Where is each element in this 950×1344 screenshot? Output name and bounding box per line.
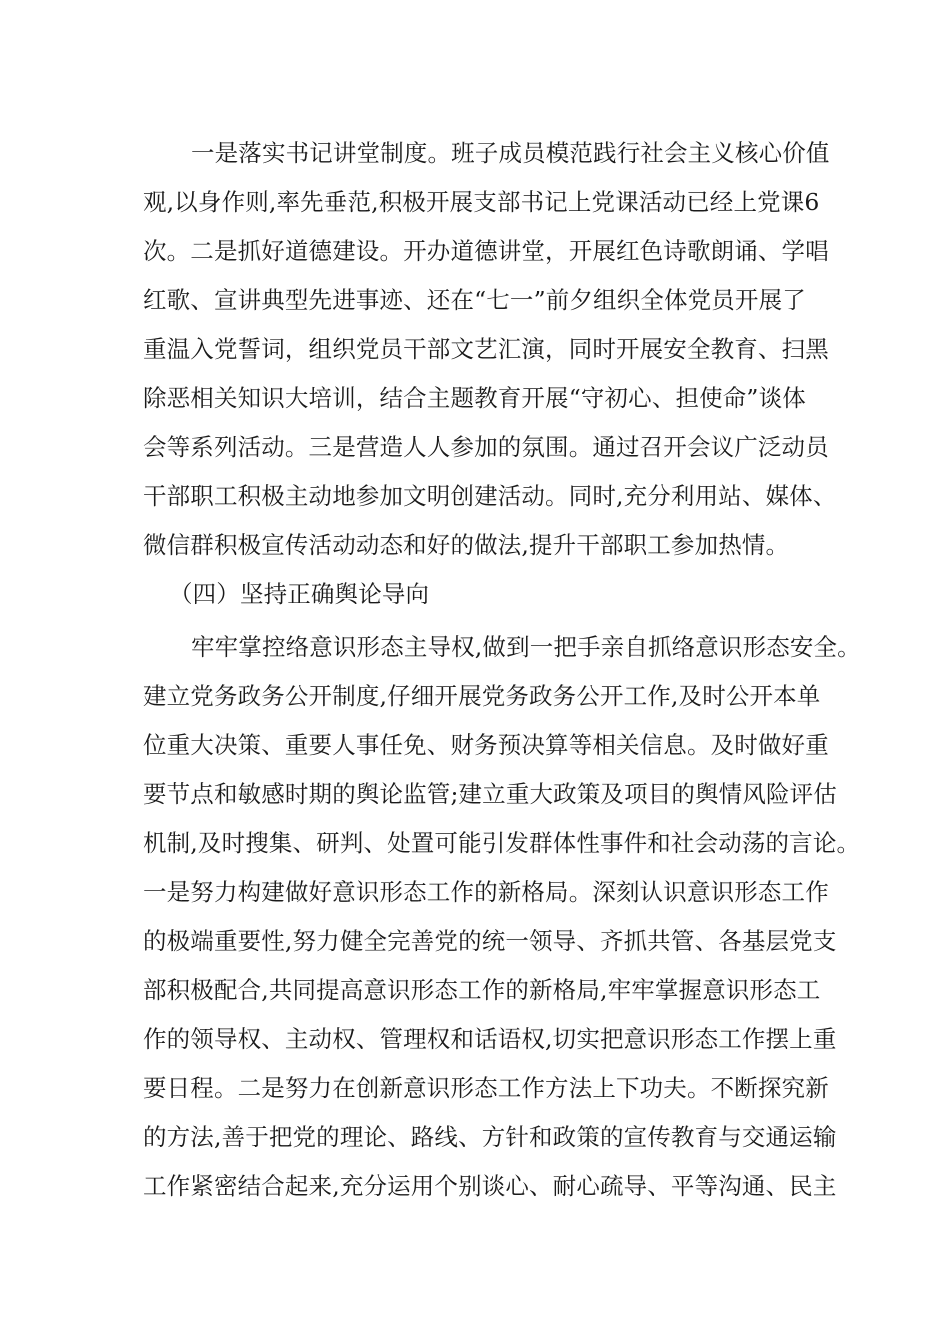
paragraph-line: 要节点和敏感时期的舆论监管;建立重大政策及项目的舆情风险评估 <box>143 780 837 808</box>
paragraph-line: 要日程。二是努力在创新意识形态工作方法上下功夫。不断探究新 <box>143 1074 829 1102</box>
paragraph-line: 微信群积极宣传活动动态和好的做法,提升干部职工参加热情。 <box>143 531 790 559</box>
paragraph-line: 的极端重要性,努力健全完善党的统一领导、齐抓共管、各基层党支 <box>143 927 837 955</box>
paragraph-line: 除恶相关知识大培训，结合主题教育开展“守初心、担使命”谈体 <box>143 384 806 412</box>
paragraph-line: 部积极配合,共同提高意识形态工作的新格局,牢牢掌握意识形态工 <box>143 976 821 1004</box>
paragraph-line: 位重大决策、重要人事任免、财务预决算等相关信息。及时做好重 <box>143 731 829 759</box>
section-heading: （四）坚持正确舆论导向 <box>169 580 430 608</box>
paragraph-line: 观,以身作则,率先垂范,积极开展支部书记上党课活动已经上党课6 <box>143 188 820 216</box>
paragraph-line: 重温入党誓词，组织党员干部文艺汇演，同时开展安全教育、扫黑 <box>143 335 829 363</box>
paragraph-line: 牢牢掌控络意识形态主导权,做到一把手亲自抓络意识形态安全。 <box>191 633 861 661</box>
paragraph-line: 次。二是抓好道德建设。开办道德讲堂，开展红色诗歌朗诵、学唱 <box>143 237 829 265</box>
paragraph-line: 建立党务政务公开制度,仔细开展党务政务公开工作,及时公开本单 <box>143 682 821 710</box>
paragraph-line: 干部职工积极主动地参加文明创建活动。同时,充分利用站、媒体、 <box>143 482 837 510</box>
paragraph-line: 一是努力构建做好意识形态工作的新格局。深刻认识意识形态工作 <box>143 878 829 906</box>
paragraph-line: 工作紧密结合起来,充分运用个别谈心、耐心疏导、平等沟通、民主 <box>143 1172 837 1200</box>
paragraph-line: 会等系列活动。三是营造人人参加的氛围。通过召开会议广泛动员 <box>143 433 829 461</box>
paragraph-line: 机制,及时搜集、研判、处置可能引发群体性事件和社会动荡的言论。 <box>143 829 861 857</box>
paragraph-line: 作的领导权、主动权、管理权和话语权,切实把意识形态工作摆上重 <box>143 1025 837 1053</box>
paragraph-line: 一是落实书记讲堂制度。班子成员模范践行社会主义核心价值 <box>191 139 830 167</box>
paragraph-line: 的方法,善于把党的理论、路线、方针和政策的宣传教育与交通运输 <box>143 1123 837 1151</box>
paragraph-line: 红歌、宣讲典型先进事迹、还在“七一”前夕组织全体党员开展了 <box>143 286 806 314</box>
